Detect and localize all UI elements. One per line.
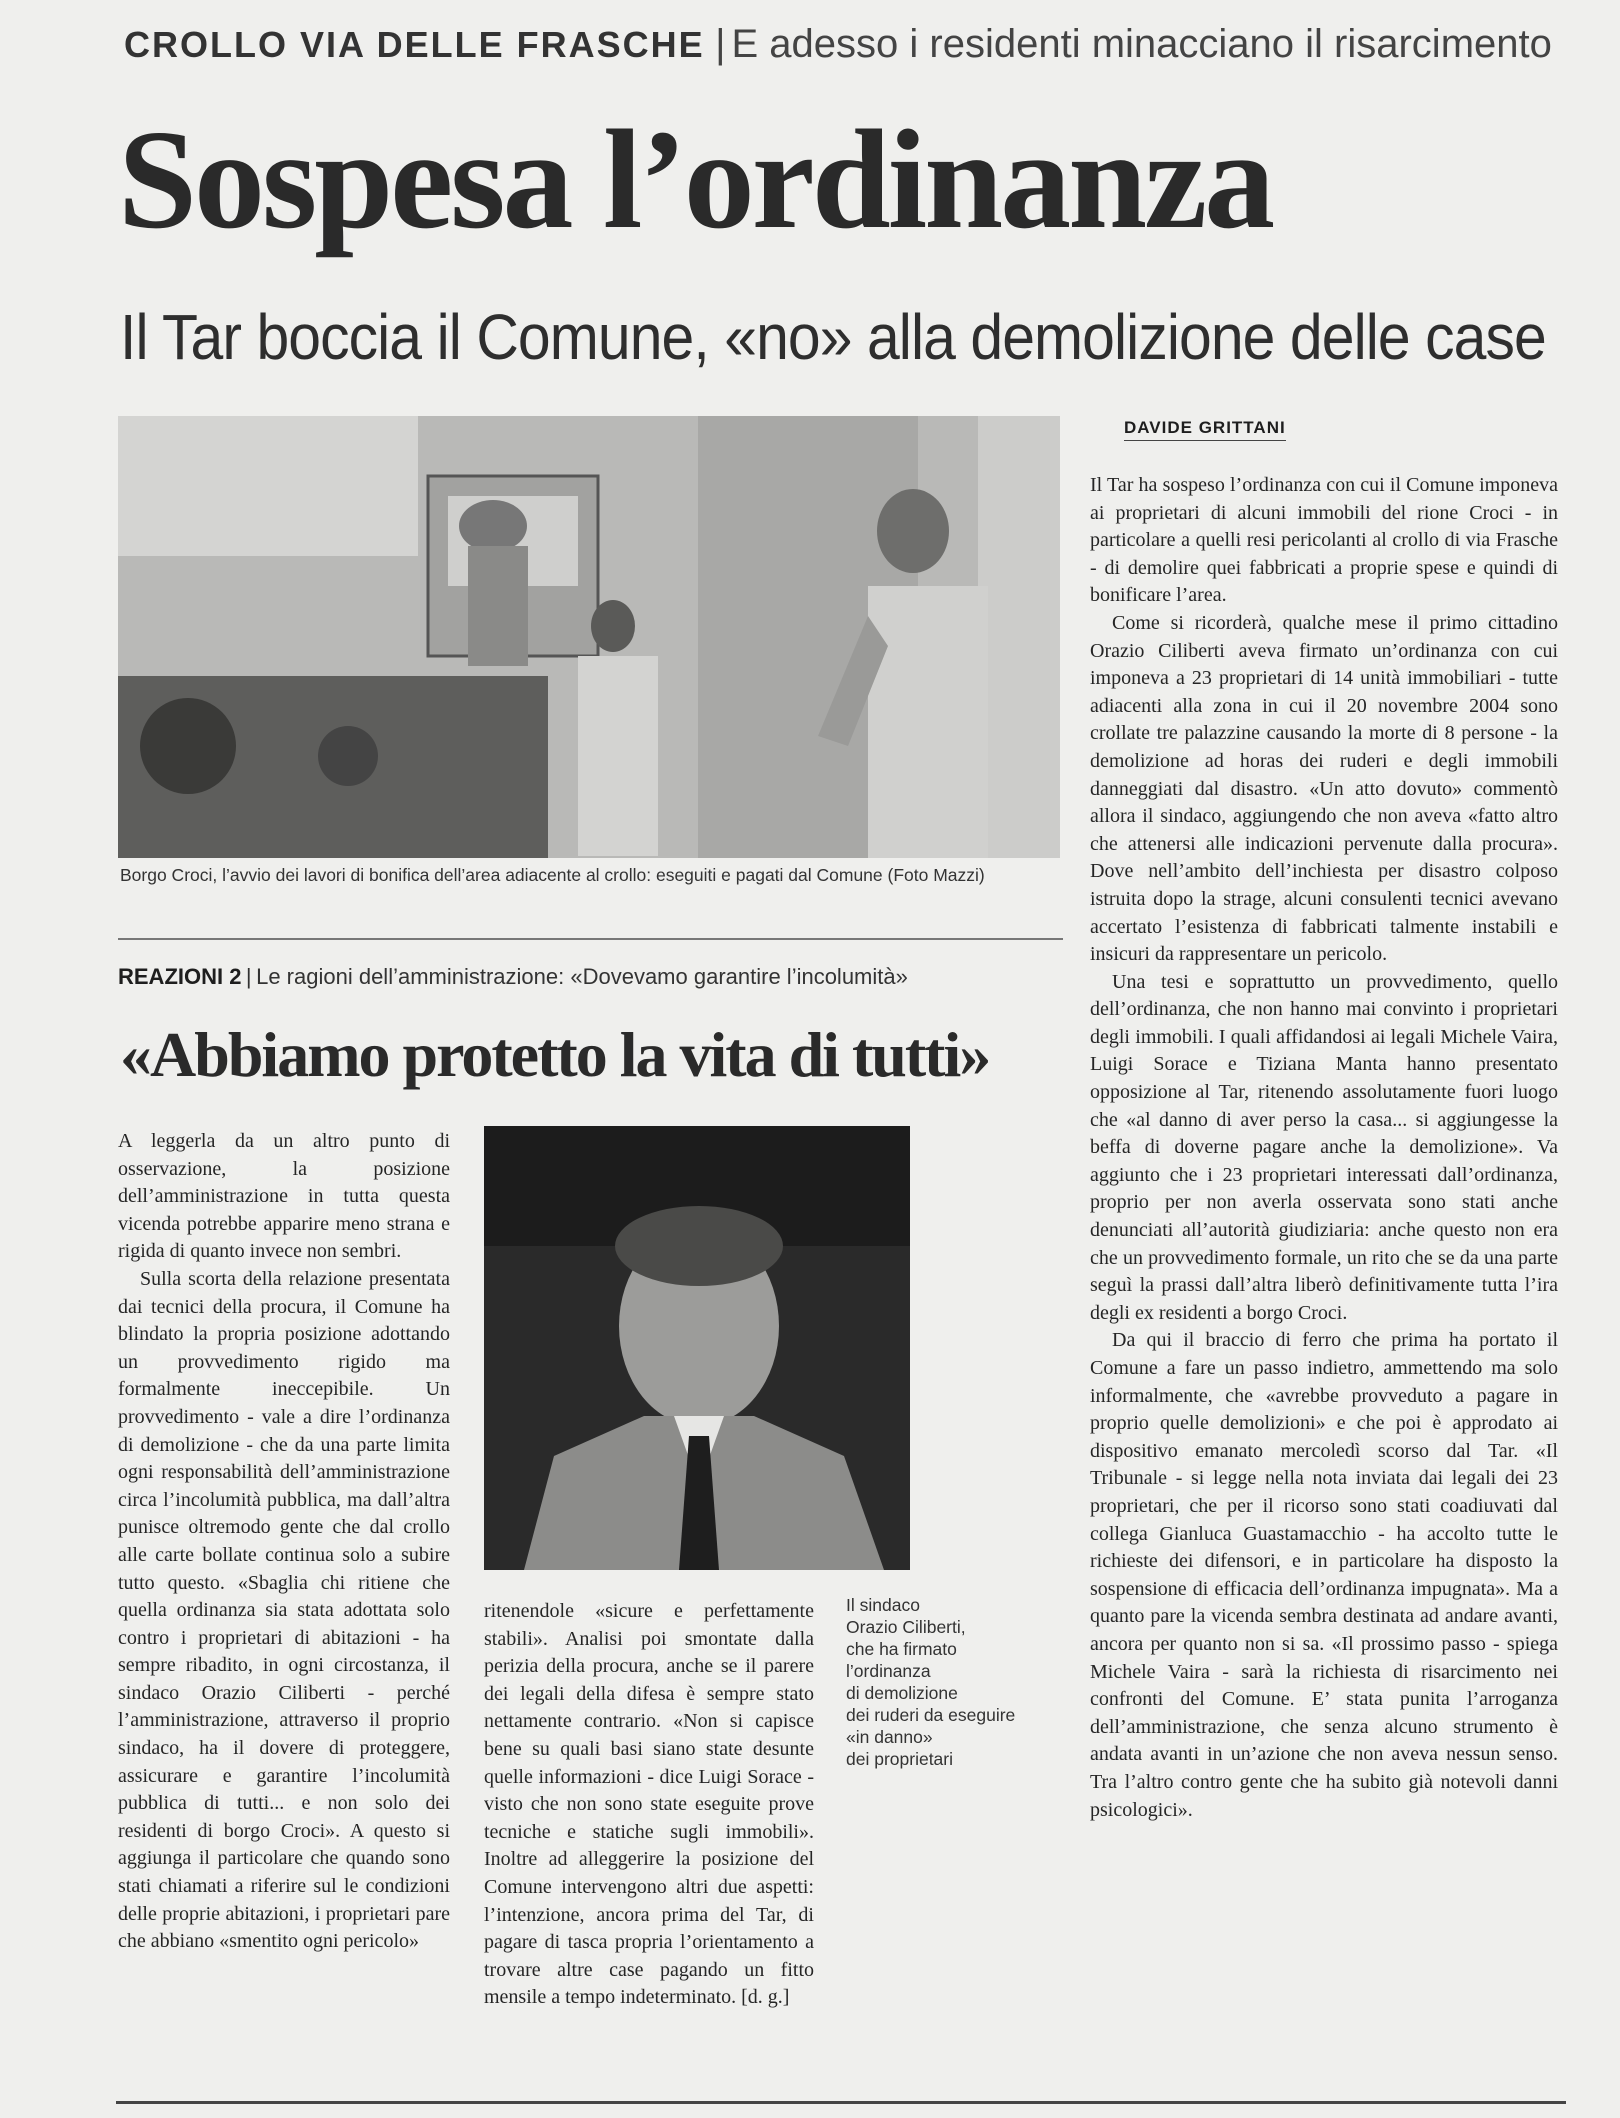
caption-line: che ha firmato: [846, 1639, 957, 1659]
photo-demolition-site: [118, 416, 1060, 858]
photo-demolition-illustration: [118, 416, 1060, 858]
side-kicker-text: Le ragioni dell’amministrazione: «Dovevamo garantire l’incolumità»: [256, 964, 908, 989]
paragraph: ritenendole «sicure e perfettamente stabili». Analisi poi smontate dalla perizia della procura, anche se il parere dei legali della difesa è sempre stato nettamente contrario. «Non si capisce bene su quali basi siano state desunte quelle informazioni - dice Luigi Sorace - visto che non sono state eseguite prove tecniche e statiche sugli immobili». Inoltre ad alleggerire la posizione del Comune intervengono altri due aspetti: l’intenzione, ancora prima del Tar, di pagare di tasca propria l’orientamento a trovare altre case pagando un fitto mensile a tempo indeterminato. [d. g.]: [484, 1600, 814, 2009]
paragraph: Come si ricorderà, qualche mese il primo cittadino Orazio Ciliberti aveva firmato un’ordinanza con cui imponeva a 23 proprietari di 14 unità immobiliari - tutte adiacenti alla zona in cui il 20 novembre 2004 sono crollate tre palazzine causando la morte di 8 persone - la demolizione ad horas dei ruderi e degli immobili danneggiati dal disastro. «Un atto dovuto» commentò allora il sindaco, aggiungendo che non aveva «fatto altro che attenersi alle indicazioni pervenute dalla procura». Dove nell’ambito dell’inchiesta per disastro colposo istruita dopo la strage, alcuni consulenti tecnici avevano accertato l’esistenza di fabbricati talmente instabili e insicuri da rappresentare un pericolo.: [1090, 611, 1558, 966]
side-headline: «Abbiamo protetto la vita di tutti»: [120, 1019, 990, 1090]
photo1-caption: Borgo Croci, l’avvio dei lavori di bonifica dell’area adiacente al crollo: eseguiti e pagati dal Comune (Foto Mazzi): [120, 865, 985, 885]
side-column-2: [484, 1598, 814, 2012]
side-kicker-section: REAZIONI 2: [118, 964, 242, 989]
divider-rule: [118, 938, 1063, 940]
caption-line: dei ruderi da eseguire: [846, 1705, 1016, 1725]
caption-line: Orazio Ciliberti,: [846, 1617, 966, 1637]
caption-line: Il sindaco: [846, 1595, 920, 1615]
paragraph: Una tesi e soprattutto un provvedimento, quello dell’ordinanza, che non hanno mai convinto i proprietari degli immobili. I quali affidandosi ai legali Michele Vaira, Luigi Sorace e Tiziana Manta hanno presentato opposizione al Tar, ritenendo assolutamente fuori luogo che «al danno di aver perso la casa... si aggiungesse la beffa di doverne pagare anche la demolizione». Va aggiunto che i 23 proprietari interessati dall’ordinanza, proprio per non averla osservata sono stati anche denunciati all’autorità giudiziaria: anche questo non era che un provvedimento formale, un rito che se da una parte seguì la prassi dall’altra liberò definitivamente tutta l’ira degli ex residenti a borgo Croci.: [1090, 970, 1558, 1324]
bottom-rule: [116, 2101, 1566, 2104]
subheadline: Il Tar boccia il Comune, «no» alla demolizione delle case: [120, 301, 1546, 373]
side-kicker-separator: |: [245, 964, 252, 989]
kicker: [124, 22, 1552, 67]
paragraph: Da qui il braccio di ferro che prima ha portato il Comune a fare un passo indietro, ammettendo ma solo informalmente, che «avrebbe provveduto a pagare in proprio quelle demolizioni» e che poi è approdato ai dispositivo emanato mercoledì scorso dal Tar. «Il Tribunale - si legge nella nota inviata dai legali dei 23 proprietari, che per il ricorso sono stati coadiuvati dal collega Gianluca Guastamacchio - ha accolto tutte le richieste dei difensori, e in particolare ha disposto la sospensione di efficacia dell’ordinanza impugnata». Ma a quanto pare la vicenda sembra destinata ad andare avanti, ancora per quanto non si sa. «Il prossimo passo - spiega Michele Vaira - sarà la richiesta di risarcimento nei confronti del Comune. E’ stata punita l’arroganza dell’amministrazione, che senza alcuno strumento è andata avanti in un’azione che non aveva nessun senso. Tra l’altro contro gente che ha subito già notevoli danni psicologici».: [1090, 1329, 1558, 1821]
paragraph: Sulla scorta della relazione presentata dai tecnici della procura, il Comune ha blindato la propria posizione adottando un provvedimento rigido ma formalmente ineccepibile. Un provvedimento - vale a dire l’ordinanza di demolizione - che da una parte limita ogni responsabilità dell’amministrazione circa l’incolumità pubblica, ma dall’altra punisce oltremodo gente che dal crollo alle carte bollate continua solo a subire tutto questo. «Sbaglia chi ritiene che quella ordinanza sia stata adottata solo contro i proprietari di abitazioni - ha sempre ribadito, in ogni circostanza, il sindaco Orazio Ciliberti - perché l’amministrazione, attraverso il proprio sindaco, ha il dovere di proteggere, assicurare e garantire l’incolumità pubblica di tutti... e non solo dei residenti di borgo Croci». A questo si aggiunga il particolare che quando sono stati chiamati a riferire sul le condizioni delle proprie abitazioni, i proprietari pare che abbiano «smentito ogni pericolo»: [118, 1267, 450, 1953]
main-column: [1090, 472, 1558, 1824]
side-kicker: [118, 964, 908, 990]
kicker-section: CROLLO VIA DELLE FRASCHE: [124, 24, 705, 65]
photo-mayor-illustration: [484, 1126, 910, 1570]
caption-line: dei proprietari: [846, 1749, 953, 1769]
byline: DAVIDE GRITTANI: [1124, 418, 1286, 441]
side-column-1: [118, 1128, 450, 1956]
kicker-text: E adesso i residenti minacciano il risarcimento: [731, 22, 1552, 66]
headline: Sospesa l’ordinanza: [118, 100, 1273, 258]
photo-mayor-portrait: [484, 1126, 910, 1570]
photo2-caption: [846, 1594, 1015, 1770]
caption-line: «in danno»: [846, 1727, 933, 1747]
paragraph: A leggerla da un altro punto di osservazione, la posizione dell’amministrazione in tutta questa vicenda potrebbe apparire meno strana e rigida di quanto invece non sembri.: [118, 1130, 450, 1263]
kicker-separator: |: [715, 22, 726, 66]
caption-line: l’ordinanza: [846, 1661, 931, 1681]
caption-line: di demolizione: [846, 1683, 958, 1703]
paragraph: Il Tar ha sospeso l’ordinanza con cui il Comune imponeva ai proprietari di alcuni immobili del rione Croci - in particolare a quelli resi pericolanti al crollo di via Frasche - di demolire quei fabbricati a proprie spese e quindi di bonificare l’area.: [1090, 474, 1558, 607]
